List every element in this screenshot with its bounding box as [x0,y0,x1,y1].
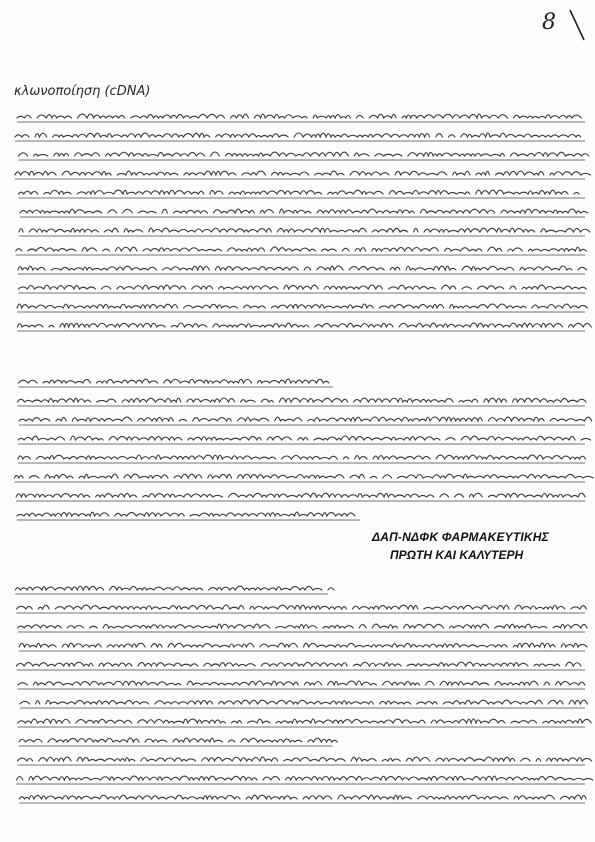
handwritten-line [16,776,592,780]
handwritten-line [15,586,334,590]
handwritten-line [18,624,587,628]
stamp-line-2: ΠΡΩΤΗ ΚΑΙ ΚΑΛΥΤΕΡΗ [390,548,524,562]
section-heading: κλωνοποίηση (cDNA) [14,84,151,99]
handwritten-line [18,379,335,383]
stamp [372,530,562,562]
handwritten-line [17,114,587,118]
handwritten-line [14,474,595,478]
handwritten-line [15,171,591,175]
handwritten-line [20,209,588,213]
handwritten-line [18,152,588,156]
handwritten-line [18,681,585,685]
handwritten-line [18,190,585,194]
handwritten-line [16,493,585,497]
handwritten-line [19,228,590,232]
handwritten-line [16,247,587,251]
handwritten-line [20,700,588,704]
handwritten-line [17,757,591,761]
handwritten-line [19,795,586,799]
handwritten-line [17,323,591,327]
handwritten-line [19,738,337,742]
handwritten-line [16,605,586,609]
handwritten-line [17,398,586,402]
handwritten-line [17,304,587,308]
handwritten-line [18,266,592,270]
handwritten-line [19,417,592,421]
stamp-line-1: ΔΑΠ-ΝΔΦΚ ΦΑΡΜΑΚΕΥΤΙΚΗΣ [372,530,549,544]
handwritten-line [19,643,587,647]
handwritten-line [17,662,588,666]
handwritten-line [17,512,361,516]
handwritten-line [18,719,592,723]
handwritten-line [18,436,591,440]
handwritten-line [18,455,591,459]
handwritten-line [18,285,586,289]
page-number: 8 [542,10,556,35]
handwritten-line [15,133,587,137]
